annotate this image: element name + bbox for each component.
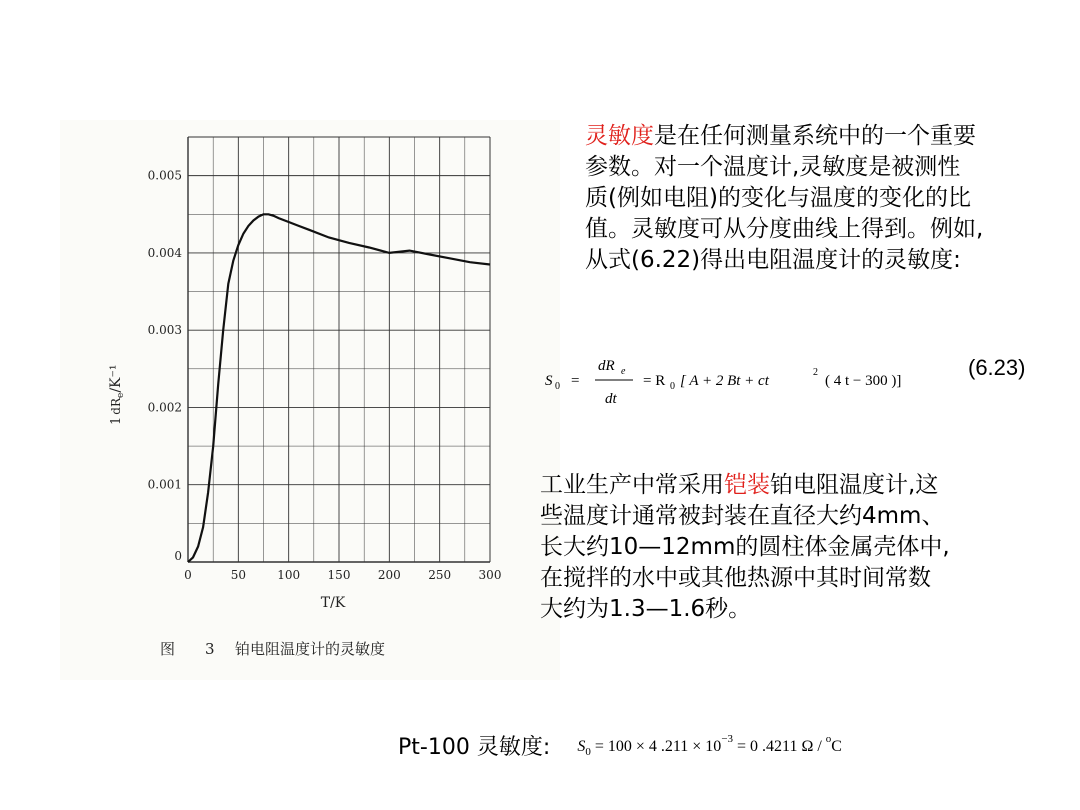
formula-6-23 <box>545 345 995 415</box>
formula-rhs-sub: 0 <box>670 381 675 392</box>
paragraph-line <box>540 470 1040 501</box>
highlight-sensitivity: 灵敏度 <box>585 123 654 149</box>
x-tick-label: 100 <box>277 568 301 582</box>
formula-lhs-sub: 0 <box>555 381 560 392</box>
paragraph-line: 些温度计通常被封装在直径大约4mm、 <box>540 503 945 529</box>
pt100-formula <box>577 733 842 758</box>
pt100-exp: −3 <box>721 733 734 745</box>
x-tick-label: 150 <box>327 568 351 582</box>
x-tick-label: 250 <box>428 568 452 582</box>
formula-rhs-tail: ( 4 t − 300 )] <box>825 373 902 389</box>
paragraph-line: 参数。对一个温度计,灵敏度是被测性 <box>585 154 961 180</box>
formula-numerator-sub: e <box>621 366 626 377</box>
paragraph-line: 长大约10—12mm的圆柱体金属壳体中, <box>540 534 950 560</box>
pt100-s-sub: 0 <box>585 746 591 758</box>
highlight-armored: 铠装 <box>724 472 770 498</box>
pt100-expr: = 100 × 4 .211 × 10 <box>594 738 722 755</box>
figure-caption-label: 图 <box>160 640 176 658</box>
formula-rhs-sup: 2 <box>813 367 818 378</box>
formula-rhs: = R <box>643 373 666 389</box>
formula-rhs-body: [ A + 2 Bt + ct <box>680 373 769 389</box>
paragraph-line: 在搅拌的水中或其他热源中其时间常数 <box>540 565 931 591</box>
y-tick-label-zero: 0 <box>174 549 182 563</box>
paragraph-text: 铂电阻温度计,这 <box>770 472 939 498</box>
equation-number: (6.23) <box>968 355 1026 380</box>
paragraph-line: 大约为1.3—1.6秒。 <box>540 596 752 622</box>
y-tick-label: 0.004 <box>147 245 182 260</box>
y-tick-label: 0.005 <box>147 168 182 183</box>
paragraph-line <box>585 121 1065 152</box>
paragraph-text: 工业生产中常采用 <box>540 472 724 498</box>
y-tick-label: 0.003 <box>147 323 182 338</box>
x-tick-label: 0 <box>184 568 192 582</box>
sensitivity-paragraph <box>585 121 1065 276</box>
armored-paragraph <box>540 470 1040 625</box>
formula-lhs: S <box>545 373 553 389</box>
formula-numerator: dR <box>598 358 615 374</box>
paragraph-text: 是在任何测量系统中的一个重要 <box>654 123 976 149</box>
y-tick-label: 0.002 <box>147 400 182 415</box>
chart-background <box>60 120 560 680</box>
paragraph-line: 质(例如电阻)的变化与温度的变化的比 <box>585 185 971 211</box>
pt100-deg: o <box>825 733 832 745</box>
sensitivity-chart <box>60 120 560 680</box>
pt100-sensitivity-line <box>398 730 1058 770</box>
x-tick-label: 50 <box>230 568 246 582</box>
formula-denominator: dt <box>605 391 617 407</box>
x-axis-label: T/K <box>320 595 346 611</box>
paragraph-line: 从式(6.22)得出电阻温度计的灵敏度: <box>585 247 961 273</box>
pt100-unit: C <box>831 738 842 755</box>
pt100-s: S <box>577 738 586 755</box>
x-tick-label: 300 <box>478 568 502 582</box>
x-tick-label: 200 <box>377 568 401 582</box>
figure-caption-text: 铂电阻温度计的灵敏度 <box>235 640 386 658</box>
pt100-result: = 0 .4211 Ω / <box>737 738 826 755</box>
formula-equals: = <box>571 373 580 389</box>
figure-caption-number: 3 <box>205 640 215 658</box>
y-tick-label: 0.001 <box>147 477 182 492</box>
y-axis-label: $1dR_e/K^{-1}$ <box>108 364 126 425</box>
paragraph-line: 值。灵敏度可从分度曲线上得到。例如, <box>585 216 984 242</box>
pt100-label: Pt-100 灵敏度: <box>398 735 551 760</box>
